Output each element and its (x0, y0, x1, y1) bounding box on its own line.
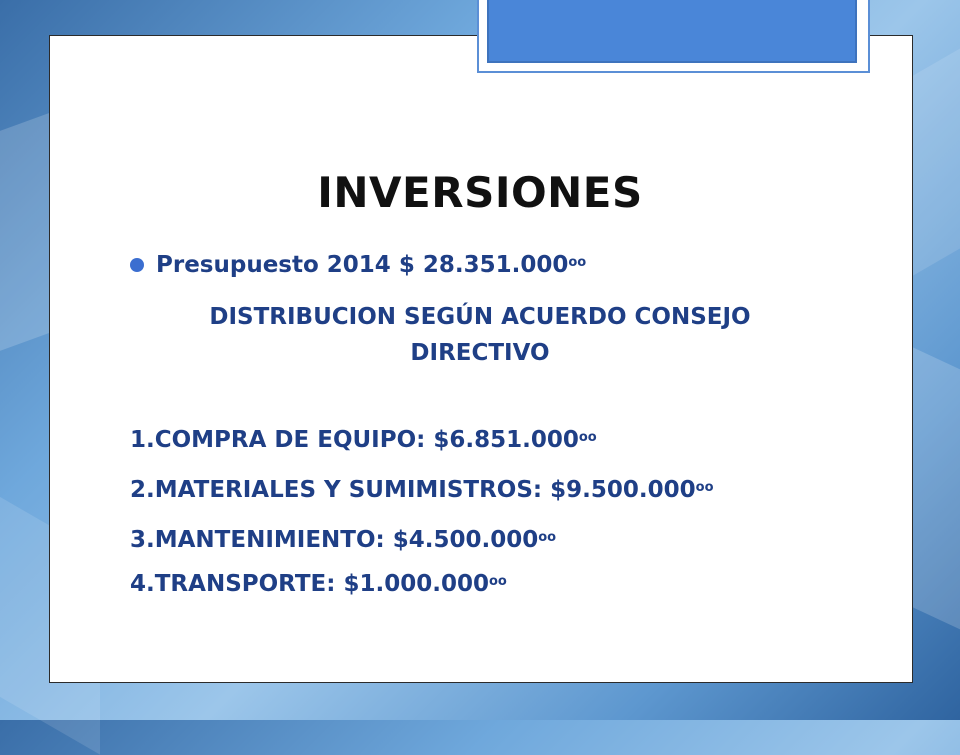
list-item-text: 2.MATERIALES Y SUMIMISTROS: $9.500.000 (130, 477, 696, 503)
distribution-heading-line2: DIRECTIVO (410, 340, 550, 366)
list-item-suffix: oo (578, 430, 597, 445)
budget-text: Presupuesto 2014 $ 28.351.000 (156, 252, 569, 278)
list-item-suffix: oo (695, 480, 714, 495)
list-item (130, 477, 714, 503)
slide-title: INVERSIONES (317, 168, 643, 217)
list-item (130, 427, 597, 453)
list-item-text: 3.MANTENIMIENTO: $4.500.000 (130, 527, 539, 553)
list-item-text: 4.TRANSPORTE: $1.000.000 (130, 571, 489, 597)
accent-box (487, 0, 857, 63)
distribution-heading-line1: DISTRIBUCION SEGÚN ACUERDO CONSEJO (209, 304, 751, 330)
budget-bullet (130, 252, 586, 278)
list-item (130, 571, 507, 597)
budget-suffix: oo (568, 255, 587, 270)
list-item-text: 1.COMPRA DE EQUIPO: $6.851.000 (130, 427, 579, 453)
list-item-suffix: oo (488, 574, 507, 589)
list-item (130, 527, 556, 553)
list-item-suffix: oo (538, 530, 557, 545)
bullet-icon (130, 258, 144, 272)
